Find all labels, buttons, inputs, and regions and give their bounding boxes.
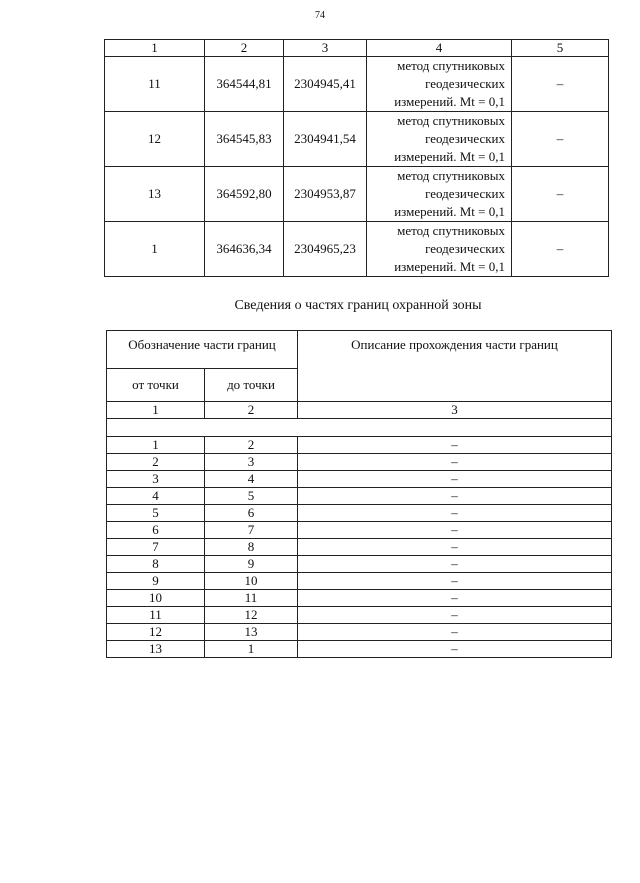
coords-header-cell: 1	[105, 40, 205, 57]
method-description	[367, 57, 512, 112]
boundary-parts-table	[106, 330, 612, 658]
method-line: метод спутниковых	[397, 223, 505, 238]
empty-cell	[107, 419, 612, 437]
part-description: –	[298, 505, 612, 522]
part-description: –	[298, 556, 612, 573]
to-point: 5	[205, 488, 298, 505]
from-point: 7	[107, 539, 205, 556]
y-coordinate: 2304941,54	[284, 112, 367, 167]
method-description	[367, 222, 512, 277]
from-point: 8	[107, 556, 205, 573]
column-number: 3	[298, 402, 612, 419]
method-line: геодезических	[425, 76, 505, 91]
table-row	[107, 641, 612, 658]
method-line: метод спутниковых	[397, 58, 505, 73]
coords-header-cell: 4	[367, 40, 512, 57]
table-row	[107, 488, 612, 505]
part-description: –	[298, 454, 612, 471]
header-from-point: от точки	[107, 369, 205, 402]
table-row	[107, 471, 612, 488]
parts-column-numbers-row	[107, 402, 612, 419]
coords-header-cell: 3	[284, 40, 367, 57]
part-description: –	[298, 573, 612, 590]
column-number: 2	[205, 402, 298, 419]
from-point: 6	[107, 522, 205, 539]
page-number: 74	[315, 10, 325, 21]
table-row	[105, 222, 609, 277]
to-point: 1	[205, 641, 298, 658]
table-row	[105, 167, 609, 222]
table-row	[107, 556, 612, 573]
method-line: измерений. Mt = 0,1	[394, 94, 505, 109]
from-point: 3	[107, 471, 205, 488]
note-cell: –	[512, 112, 609, 167]
note-cell: –	[512, 222, 609, 277]
to-point: 7	[205, 522, 298, 539]
part-description: –	[298, 488, 612, 505]
to-point: 11	[205, 590, 298, 607]
part-description: –	[298, 522, 612, 539]
from-point: 12	[107, 624, 205, 641]
part-description: –	[298, 641, 612, 658]
to-point: 6	[205, 505, 298, 522]
from-point: 2	[107, 454, 205, 471]
parts-header-row	[107, 331, 612, 369]
coords-header-cell: 2	[205, 40, 284, 57]
coords-header-row	[105, 40, 609, 57]
from-point: 10	[107, 590, 205, 607]
table-row	[107, 607, 612, 624]
method-line: измерений. Mt = 0,1	[394, 149, 505, 164]
method-description	[367, 167, 512, 222]
to-point: 8	[205, 539, 298, 556]
y-coordinate: 2304945,41	[284, 57, 367, 112]
to-point: 2	[205, 437, 298, 454]
from-point: 4	[107, 488, 205, 505]
point-number: 13	[105, 167, 205, 222]
method-description	[367, 112, 512, 167]
part-description: –	[298, 437, 612, 454]
table-row	[107, 573, 612, 590]
to-point: 4	[205, 471, 298, 488]
point-number: 1	[105, 222, 205, 277]
part-description: –	[298, 624, 612, 641]
to-point: 13	[205, 624, 298, 641]
table-row	[105, 112, 609, 167]
table-row	[107, 437, 612, 454]
from-point: 5	[107, 505, 205, 522]
method-line: метод спутниковых	[397, 168, 505, 183]
header-part-designation: Обозначение части границ	[107, 331, 298, 369]
header-part-description: Описание прохождения части границ	[298, 331, 612, 402]
part-description: –	[298, 590, 612, 607]
x-coordinate: 364592,80	[205, 167, 284, 222]
x-coordinate: 364544,81	[205, 57, 284, 112]
header-to-point: до точки	[205, 369, 298, 402]
note-cell: –	[512, 167, 609, 222]
method-line: геодезических	[425, 241, 505, 256]
from-point: 1	[107, 437, 205, 454]
to-point: 3	[205, 454, 298, 471]
from-point: 11	[107, 607, 205, 624]
table-row	[107, 539, 612, 556]
table-row	[107, 505, 612, 522]
note-cell: –	[512, 57, 609, 112]
coords-header-cell: 5	[512, 40, 609, 57]
method-line: измерений. Mt = 0,1	[394, 259, 505, 274]
from-point: 9	[107, 573, 205, 590]
to-point: 10	[205, 573, 298, 590]
method-line: метод спутниковых	[397, 113, 505, 128]
y-coordinate: 2304965,23	[284, 222, 367, 277]
method-line: измерений. Mt = 0,1	[394, 204, 505, 219]
x-coordinate: 364545,83	[205, 112, 284, 167]
to-point: 9	[205, 556, 298, 573]
method-line: геодезических	[425, 186, 505, 201]
point-number: 12	[105, 112, 205, 167]
x-coordinate: 364636,34	[205, 222, 284, 277]
table-row	[107, 454, 612, 471]
coordinates-table	[104, 39, 609, 277]
part-description: –	[298, 471, 612, 488]
table-row	[107, 590, 612, 607]
parts-rows	[107, 437, 612, 658]
column-number: 1	[107, 402, 205, 419]
table-row	[105, 57, 609, 112]
y-coordinate: 2304953,87	[284, 167, 367, 222]
part-description: –	[298, 539, 612, 556]
part-description: –	[298, 607, 612, 624]
section-title: Сведения о частях границ охранной зоны	[234, 298, 482, 313]
empty-row	[107, 419, 612, 437]
from-point: 13	[107, 641, 205, 658]
point-number: 11	[105, 57, 205, 112]
method-line: геодезических	[425, 131, 505, 146]
table-row	[107, 522, 612, 539]
to-point: 12	[205, 607, 298, 624]
table-row	[107, 624, 612, 641]
